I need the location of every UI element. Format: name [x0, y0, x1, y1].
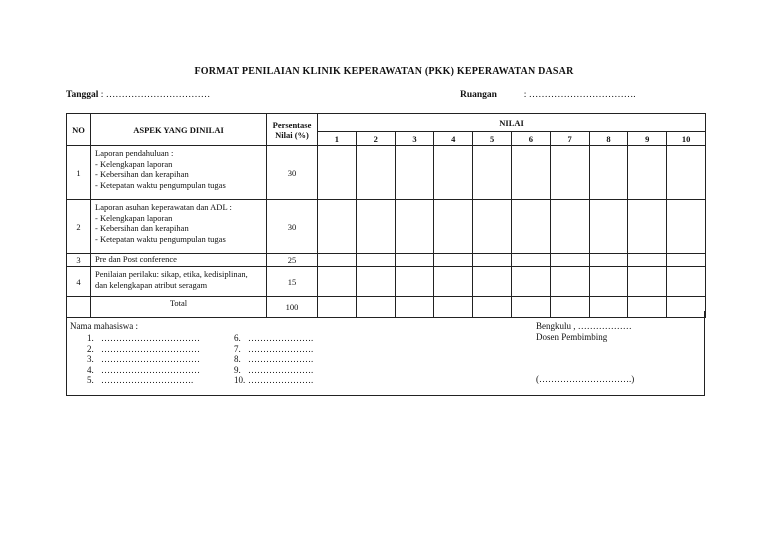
aspek-line: Laporan asuhan keperawatan dan ADL :	[95, 202, 232, 212]
nilai-cell[interactable]	[434, 200, 473, 254]
nilai-cell[interactable]	[395, 267, 434, 297]
student-blank: ……………………………	[101, 343, 200, 354]
aspek-line: Pre dan Post conference	[95, 254, 177, 264]
row-persentase: 30	[267, 146, 318, 200]
ruangan-field	[460, 90, 636, 100]
student-entry[interactable]	[87, 354, 200, 365]
nilai-cell[interactable]	[667, 200, 706, 254]
student-number: 5.	[87, 375, 94, 385]
nilai-cell[interactable]	[434, 146, 473, 200]
nilai-cell[interactable]	[434, 254, 473, 267]
nilai-cell[interactable]	[318, 254, 357, 267]
row-aspek	[91, 200, 267, 254]
signature-blank[interactable]: (………………………….)	[536, 374, 635, 384]
nilai-cell[interactable]	[395, 146, 434, 200]
nilai-col-header: 4	[434, 132, 473, 146]
nilai-cell[interactable]	[318, 267, 357, 297]
header-persentase-line1: Persentase	[272, 119, 312, 130]
aspek-line: - Kebersihan dan kerapihan	[95, 223, 189, 233]
mahasiswa-label: Nama mahasiswa :	[70, 321, 138, 331]
dosen-pembimbing-label: Dosen Pembimbing	[536, 332, 608, 342]
student-blank: ……………………………	[101, 364, 200, 375]
nilai-cell[interactable]	[356, 146, 395, 200]
nilai-cell[interactable]	[628, 200, 667, 254]
header-persentase	[267, 114, 318, 146]
nilai-cell[interactable]	[628, 254, 667, 267]
nilai-cell[interactable]	[356, 254, 395, 267]
place-date-field[interactable]: Bengkulu , ………………	[536, 321, 632, 331]
assessment-table	[66, 113, 706, 318]
student-blank: ………………………….	[101, 375, 194, 385]
student-blank: ……………………………	[101, 354, 200, 364]
aspek-line: - Kelengkapan laporan	[95, 158, 173, 169]
tanggal-field	[66, 90, 210, 100]
total-value: 100	[267, 297, 318, 318]
student-number: 1.	[87, 333, 94, 343]
row-aspek	[91, 267, 267, 297]
student-entry[interactable]	[234, 365, 313, 376]
student-number: 10.	[234, 375, 246, 385]
student-number: 9.	[234, 364, 241, 375]
nilai-col-header: 6	[511, 132, 550, 146]
student-number: 6.	[234, 333, 241, 343]
table-row	[67, 200, 706, 254]
student-blank: ………………….	[248, 364, 314, 375]
nilai-cell[interactable]	[473, 254, 512, 267]
nilai-cell[interactable]	[511, 254, 550, 267]
nilai-col-header: 9	[628, 132, 667, 146]
nilai-cell[interactable]	[356, 200, 395, 254]
nilai-col-header: 5	[473, 132, 512, 146]
student-list-right	[234, 333, 313, 386]
nilai-cell[interactable]	[473, 146, 512, 200]
aspek-line: Laporan pendahuluan :	[95, 148, 174, 158]
row-aspek	[91, 254, 267, 267]
nilai-cell[interactable]	[473, 200, 512, 254]
nilai-cell[interactable]	[589, 254, 628, 267]
nilai-col-header: 10	[667, 132, 706, 146]
nilai-cell[interactable]	[318, 146, 357, 200]
ruangan-value: : …………………………….	[523, 90, 636, 100]
signature-section	[66, 311, 705, 396]
nilai-cell[interactable]	[511, 200, 550, 254]
student-number: 3.	[87, 354, 94, 364]
row-no: 3	[67, 254, 91, 267]
nilai-col-header: 8	[589, 132, 628, 146]
ruangan-label: Ruangan	[460, 90, 497, 100]
header-persentase-line2: Nilai (%)	[275, 129, 309, 140]
nilai-cell[interactable]	[628, 146, 667, 200]
nilai-cell[interactable]	[356, 267, 395, 297]
student-entry[interactable]	[234, 375, 313, 386]
table-row	[67, 146, 706, 200]
student-blank: ………………….	[248, 375, 314, 385]
student-entry[interactable]	[234, 354, 313, 365]
nilai-cell[interactable]	[434, 267, 473, 297]
header-no: NO	[67, 114, 91, 146]
student-entry[interactable]	[234, 344, 313, 355]
aspek-line: - Ketepatan waktu pengumpulan tugas	[95, 179, 226, 190]
nilai-cell[interactable]	[667, 146, 706, 200]
tanggal-value: : ……………………………	[100, 90, 211, 100]
total-label: Total	[91, 297, 267, 318]
student-list-left	[87, 333, 200, 386]
nilai-cell[interactable]	[395, 200, 434, 254]
student-number: 4.	[87, 364, 94, 375]
nilai-cell[interactable]	[550, 267, 589, 297]
student-blank: ……………………………	[101, 333, 200, 343]
student-blank: ………………….	[248, 343, 314, 354]
nilai-col-header: 1	[318, 132, 357, 146]
aspek-line: - Kebersihan dan kerapihan	[95, 169, 189, 179]
nilai-cell[interactable]	[550, 254, 589, 267]
nilai-cell[interactable]	[589, 146, 628, 200]
table-row	[67, 254, 706, 267]
aspek-line: - Kelengkapan laporan	[95, 212, 173, 223]
tanggal-label: Tanggal	[66, 90, 99, 100]
student-number: 8.	[234, 354, 241, 364]
student-entry[interactable]	[234, 333, 313, 344]
student-entry[interactable]	[87, 375, 200, 386]
nilai-cell[interactable]	[318, 200, 357, 254]
student-entry[interactable]	[87, 365, 200, 376]
nilai-cell[interactable]	[589, 200, 628, 254]
nilai-cell[interactable]	[395, 254, 434, 267]
row-persentase: 15	[267, 267, 318, 297]
row-no: 4	[67, 267, 91, 297]
aspek-line: - Ketepatan waktu pengumpulan tugas	[95, 233, 226, 244]
nilai-cell[interactable]	[511, 267, 550, 297]
nilai-cell[interactable]	[550, 200, 589, 254]
nilai-col-header: 3	[395, 132, 434, 146]
student-entry[interactable]	[87, 333, 200, 344]
nilai-cell[interactable]	[550, 146, 589, 200]
nilai-cell[interactable]	[628, 267, 667, 297]
row-no: 1	[67, 146, 91, 200]
row-persentase: 25	[267, 254, 318, 267]
student-entry[interactable]	[87, 344, 200, 355]
student-blank: ………………….	[248, 354, 314, 364]
table-row	[67, 267, 706, 297]
row-no: 2	[67, 200, 91, 254]
header-aspek: ASPEK YANG DINILAI	[91, 114, 267, 146]
nilai-col-header: 2	[356, 132, 395, 146]
student-number: 7.	[234, 343, 241, 354]
nilai-cell[interactable]	[473, 267, 512, 297]
header-nilai: NILAI	[318, 114, 706, 132]
aspek-line: Penilaian perilaku: sikap, etika, kedisiplinan,	[95, 269, 248, 279]
aspek-line: dan kelengkapan atribut seragam	[95, 279, 208, 290]
row-persentase: 30	[267, 200, 318, 254]
nilai-cell[interactable]	[589, 267, 628, 297]
student-blank: ………………….	[248, 333, 314, 343]
nilai-cell[interactable]	[667, 267, 706, 297]
nilai-cell[interactable]	[667, 254, 706, 267]
nilai-cell[interactable]	[511, 146, 550, 200]
student-number: 2.	[87, 343, 94, 354]
form-title: FORMAT PENILAIAN KLINIK KEPERAWATAN (PKK) KEPERAWATAN DASAR	[194, 66, 574, 77]
row-aspek	[91, 146, 267, 200]
nilai-col-header: 7	[550, 132, 589, 146]
